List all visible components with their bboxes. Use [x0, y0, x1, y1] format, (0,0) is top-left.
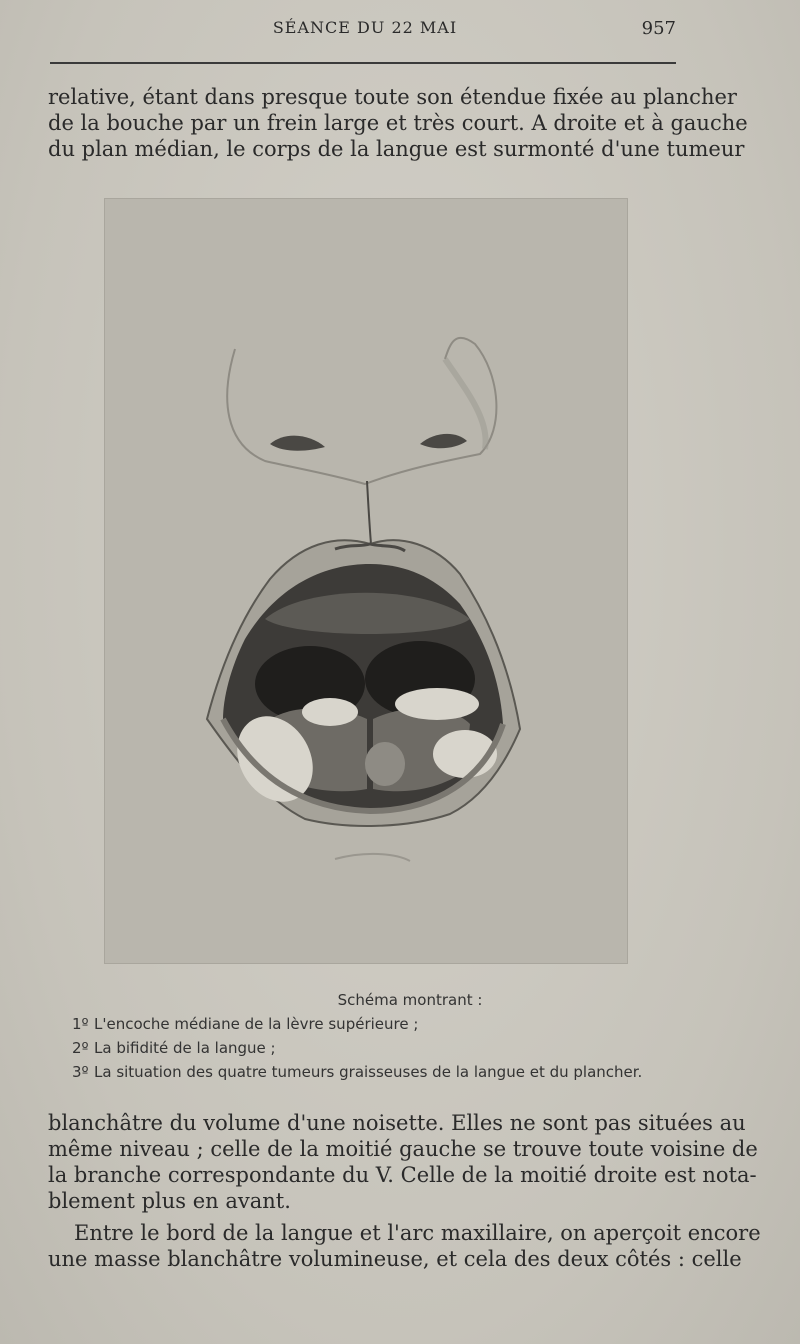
nose-outline	[227, 338, 496, 484]
caption-item	[60, 1060, 700, 1084]
caption-item-number: 2º	[72, 1039, 89, 1057]
left-nostril	[270, 436, 325, 451]
text-line: Entre le bord de la langue et l'arc maxillaire, on aperçoit encore	[74, 1221, 761, 1245]
mouth-schematic-drawing	[105, 199, 627, 963]
text-line: du plan médian, le corps de la langue est surmonté d'une tumeur	[48, 137, 745, 161]
text-line: blement plus en avant.	[48, 1189, 291, 1213]
caption-item-text: L'encoche médiane de la lèvre supérieure ;	[94, 1015, 419, 1033]
tumour-left-tongue	[302, 698, 358, 726]
caption-item-text: La situation des quatre tumeurs graisseuses de la langue et du plancher.	[94, 1063, 643, 1081]
text-line: la branche correspondante du V. Celle de la moitié droite est nota-	[48, 1163, 757, 1187]
chin-crease	[335, 854, 410, 861]
text-line: même niveau ; celle de la moitié gauche se trouve toute voisine de	[48, 1137, 758, 1161]
running-title: SÉANCE DU 22 MAI	[272, 18, 458, 37]
right-nostril	[420, 434, 467, 448]
caption-title: Schéma montrant :	[337, 991, 483, 1009]
caption-item-number: 3º	[72, 1063, 89, 1081]
text-line: de la bouche par un frein large et très court. A droite et à gauche	[48, 111, 748, 135]
philtrum-line	[367, 481, 371, 544]
tongue-tip-highlight	[365, 742, 405, 786]
caption-item-text: La bifidité de la langue ;	[94, 1039, 276, 1057]
text-line: une masse blanchâtre volumineuse, et cela des deux côtés : celle	[48, 1247, 742, 1271]
caption-item	[60, 1036, 700, 1060]
paragraph-last	[48, 1220, 761, 1272]
figure-illustration	[104, 198, 628, 964]
tumour-right-tongue	[395, 688, 479, 720]
running-head	[50, 18, 680, 48]
paragraph-top	[48, 84, 748, 162]
header-rule	[50, 62, 676, 64]
paragraph-bottom	[48, 1110, 758, 1214]
page-number: 957	[641, 18, 676, 39]
caption-item-number: 1º	[72, 1015, 89, 1033]
text-line: relative, étant dans presque toute son étendue fixée au plancher	[48, 85, 737, 109]
caption-item	[60, 1012, 700, 1036]
text-line: blanchâtre du volume d'une noisette. Elles ne sont pas situées au	[48, 1111, 746, 1135]
figure-caption	[60, 988, 700, 1084]
